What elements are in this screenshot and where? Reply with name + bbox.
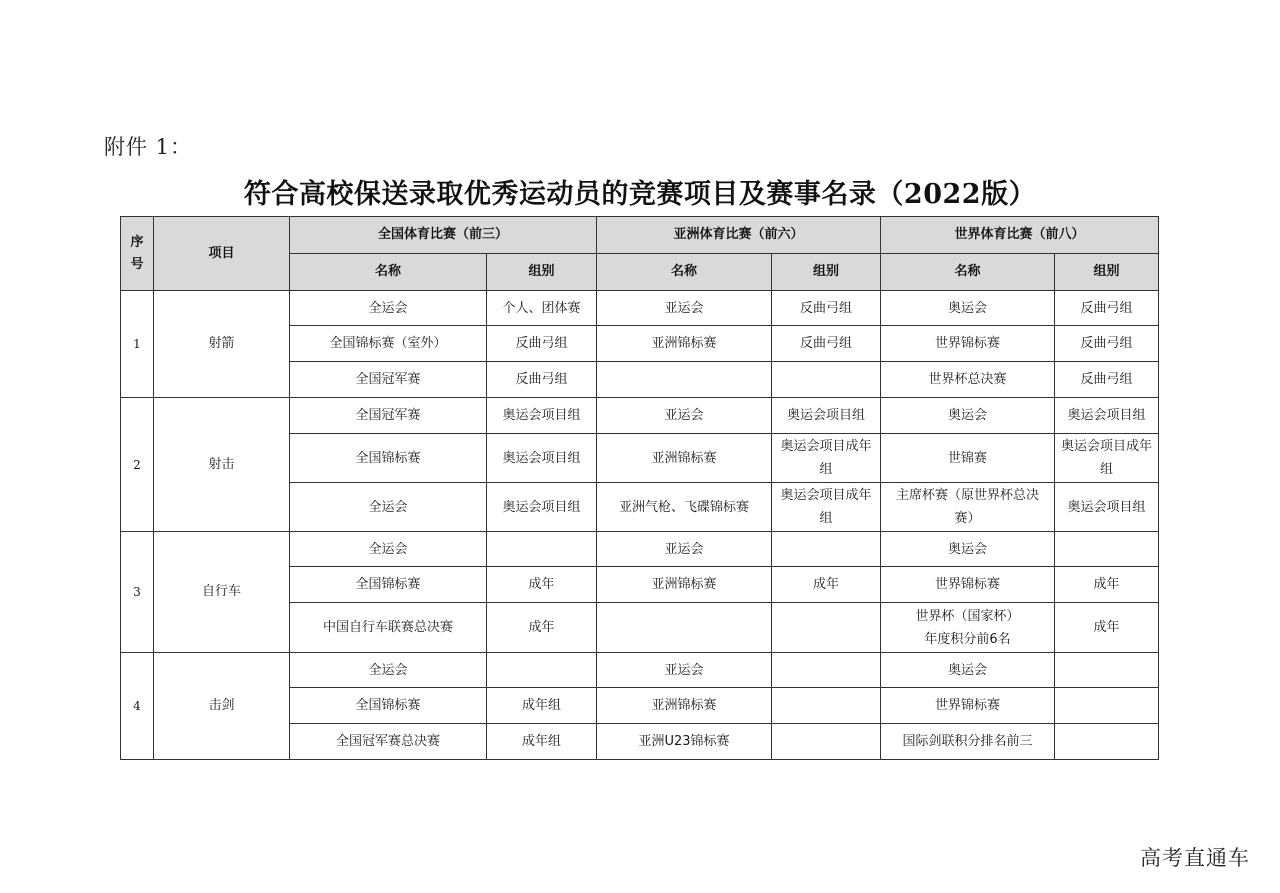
cell-national-name: 全运会 <box>290 653 487 688</box>
cell-national-group: 成年组 <box>487 688 597 724</box>
table-row <box>121 291 1159 326</box>
cell-asian-group <box>772 603 881 653</box>
competition-table <box>120 216 1159 760</box>
cell-world-name: 国际剑联积分排名前三 <box>881 724 1055 760</box>
cell-asian-group <box>772 653 881 688</box>
cell-asian-name: 亚洲锦标赛 <box>597 688 772 724</box>
cell-asian-group: 奥运会项目成年组 <box>772 434 881 483</box>
cell-national-name: 全国冠军赛总决赛 <box>290 724 487 760</box>
cell-world-name: 主席杯赛（原世界杯总决赛） <box>881 483 1055 532</box>
cell-national-name: 全国锦标赛 <box>290 434 487 483</box>
cell-national-name: 全国锦标赛 <box>290 688 487 724</box>
table-row <box>121 653 1159 688</box>
cell-national-name: 全国冠军赛 <box>290 398 487 434</box>
cell-world-name: 奥运会 <box>881 398 1055 434</box>
cell-asian-group: 反曲弓组 <box>772 326 881 362</box>
cell-world-group <box>1055 532 1159 567</box>
cell-asian-name <box>597 603 772 653</box>
cell-seq: 4 <box>121 653 154 760</box>
cell-asian-name: 亚洲锦标赛 <box>597 567 772 603</box>
cell-asian-name: 亚运会 <box>597 398 772 434</box>
cell-world-group: 反曲弓组 <box>1055 362 1159 398</box>
cell-sport: 击剑 <box>154 653 290 760</box>
cell-asian-name: 亚运会 <box>597 532 772 567</box>
cell-world-name: 世界锦标赛 <box>881 567 1055 603</box>
cell-seq: 2 <box>121 398 154 532</box>
cell-national-group: 奥运会项目组 <box>487 483 597 532</box>
cell-asian-name: 亚洲锦标赛 <box>597 434 772 483</box>
cell-national-group: 反曲弓组 <box>487 326 597 362</box>
cell-world-name: 世界杯总决赛 <box>881 362 1055 398</box>
cell-world-group: 奥运会项目成年组 <box>1055 434 1159 483</box>
cell-world-name: 奥运会 <box>881 653 1055 688</box>
cell-world-group <box>1055 724 1159 760</box>
table-row <box>121 532 1159 567</box>
header-seq: 序号 <box>121 217 154 291</box>
cell-world-name: 世界锦标赛 <box>881 326 1055 362</box>
cell-sport: 射箭 <box>154 291 290 398</box>
header-asian: 亚洲体育比赛（前六） <box>597 217 881 254</box>
cell-world-group: 奥运会项目组 <box>1055 483 1159 532</box>
cell-asian-name <box>597 362 772 398</box>
cell-asian-group: 奥运会项目组 <box>772 398 881 434</box>
cell-asian-group: 成年 <box>772 567 881 603</box>
cell-national-name: 全运会 <box>290 532 487 567</box>
table-body <box>121 291 1159 760</box>
cell-world-name: 世界锦标赛 <box>881 688 1055 724</box>
cell-asian-name: 亚运会 <box>597 653 772 688</box>
cell-asian-group <box>772 362 881 398</box>
table-row <box>121 398 1159 434</box>
cell-world-group <box>1055 653 1159 688</box>
cell-asian-name: 亚洲锦标赛 <box>597 326 772 362</box>
header-sport: 项目 <box>154 217 290 291</box>
header-world: 世界体育比赛（前八） <box>881 217 1159 254</box>
cell-national-group: 反曲弓组 <box>487 362 597 398</box>
cell-world-group: 反曲弓组 <box>1055 326 1159 362</box>
cell-sport: 射击 <box>154 398 290 532</box>
cell-national-group: 成年组 <box>487 724 597 760</box>
cell-national-name: 全国锦标赛（室外） <box>290 326 487 362</box>
cell-national-group: 奥运会项目组 <box>487 398 597 434</box>
cell-world-group <box>1055 688 1159 724</box>
header-asian-name: 名称 <box>597 254 772 291</box>
cell-world-group: 成年 <box>1055 603 1159 653</box>
cell-national-group: 成年 <box>487 603 597 653</box>
header-national-name: 名称 <box>290 254 487 291</box>
header-world-name: 名称 <box>881 254 1055 291</box>
cell-world-name: 奥运会 <box>881 291 1055 326</box>
cell-world-name: 世锦赛 <box>881 434 1055 483</box>
cell-world-group: 奥运会项目组 <box>1055 398 1159 434</box>
attachment-label: 附件 1： <box>104 135 193 159</box>
cell-national-name: 全国锦标赛 <box>290 567 487 603</box>
header-asian-group: 组别 <box>772 254 881 291</box>
cell-national-group <box>487 653 597 688</box>
cell-asian-name: 亚洲U23锦标赛 <box>597 724 772 760</box>
cell-asian-name: 亚洲气枪、飞碟锦标赛 <box>597 483 772 532</box>
cell-national-group: 成年 <box>487 567 597 603</box>
cell-asian-group: 反曲弓组 <box>772 291 881 326</box>
cell-national-name: 全运会 <box>290 291 487 326</box>
header-national: 全国体育比赛（前三） <box>290 217 597 254</box>
document-title: 符合高校保送录取优秀运动员的竞赛项目及赛事名录（2022版） <box>243 179 1037 210</box>
cell-asian-group <box>772 688 881 724</box>
cell-world-group: 成年 <box>1055 567 1159 603</box>
cell-sport: 自行车 <box>154 532 290 653</box>
cell-national-name: 全国冠军赛 <box>290 362 487 398</box>
cell-asian-group: 奥运会项目成年组 <box>772 483 881 532</box>
header-national-group: 组别 <box>487 254 597 291</box>
cell-seq: 3 <box>121 532 154 653</box>
watermark: 高考直通车 <box>1140 846 1250 870</box>
cell-national-group: 个人、团体赛 <box>487 291 597 326</box>
cell-asian-group <box>772 532 881 567</box>
cell-national-name: 全运会 <box>290 483 487 532</box>
header-world-group: 组别 <box>1055 254 1159 291</box>
cell-seq: 1 <box>121 291 154 398</box>
cell-national-group <box>487 532 597 567</box>
cell-national-name: 中国自行车联赛总决赛 <box>290 603 487 653</box>
cell-asian-group <box>772 724 881 760</box>
cell-asian-name: 亚运会 <box>597 291 772 326</box>
cell-world-name: 世界杯（国家杯） 年度积分前6名 <box>881 603 1055 653</box>
cell-world-name: 奥运会 <box>881 532 1055 567</box>
cell-world-group: 反曲弓组 <box>1055 291 1159 326</box>
cell-national-group: 奥运会项目组 <box>487 434 597 483</box>
header-row-groups <box>121 217 1159 254</box>
